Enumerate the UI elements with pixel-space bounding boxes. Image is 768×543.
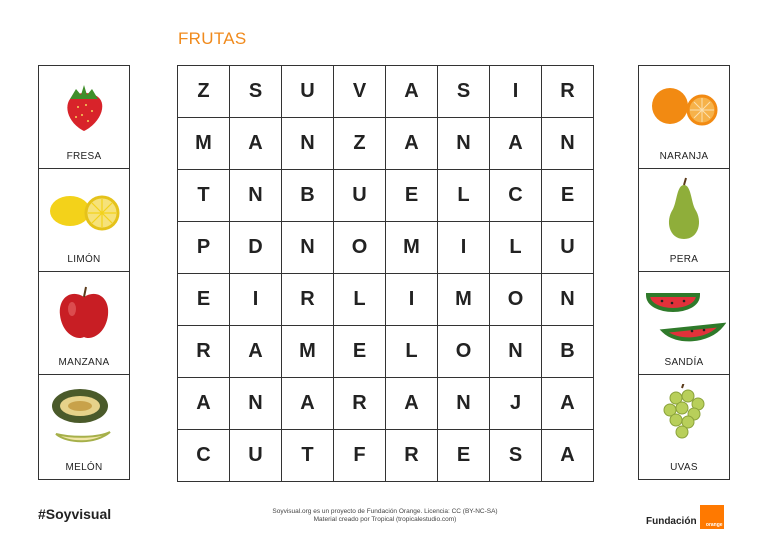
grid-cell[interactable]: R	[178, 326, 230, 378]
left-fruit-column	[38, 65, 130, 480]
orange-icon	[639, 74, 729, 140]
brand-logo	[646, 505, 724, 529]
grid-cell[interactable]: S	[230, 66, 282, 118]
grid-cell[interactable]: Z	[178, 66, 230, 118]
grid-cell[interactable]: E	[178, 274, 230, 326]
grid-cell[interactable]: E	[386, 170, 438, 222]
grid-cell[interactable]: A	[230, 326, 282, 378]
orange-logo-icon	[700, 505, 724, 529]
fruit-label: MANZANA	[58, 357, 110, 368]
grid-cell[interactable]: I	[490, 66, 542, 118]
grid-cell[interactable]: N	[282, 222, 334, 274]
grid-cell[interactable]: L	[334, 274, 386, 326]
grid-cell[interactable]: D	[230, 222, 282, 274]
grid-cell[interactable]: A	[230, 118, 282, 170]
grid-cell[interactable]: L	[386, 326, 438, 378]
grid-cell[interactable]: U	[334, 170, 386, 222]
fruit-card-manzana	[39, 272, 129, 375]
grid-cell[interactable]: A	[178, 378, 230, 430]
fruit-card-pera	[639, 169, 729, 272]
apple-icon	[39, 280, 129, 346]
fruit-label: LIMÓN	[67, 254, 101, 265]
fruit-card-limon	[39, 169, 129, 272]
grid-cell[interactable]: N	[542, 118, 594, 170]
grid-cell[interactable]: R	[334, 378, 386, 430]
grid-cell[interactable]: I	[438, 222, 490, 274]
grid-cell[interactable]: N	[282, 118, 334, 170]
grid-cell[interactable]: N	[438, 378, 490, 430]
page-title: FRUTAS	[178, 29, 247, 48]
grid-cell[interactable]: R	[386, 430, 438, 482]
grid-cell[interactable]: B	[282, 170, 334, 222]
grid-cell[interactable]: C	[178, 430, 230, 482]
right-fruit-column	[638, 65, 730, 480]
grid-cell[interactable]: J	[490, 378, 542, 430]
lemon-icon	[39, 177, 129, 243]
credits	[250, 508, 520, 524]
grid-cell[interactable]: Z	[334, 118, 386, 170]
grid-cell[interactable]: T	[282, 430, 334, 482]
grid-cell[interactable]: A	[490, 118, 542, 170]
grid-cell[interactable]: B	[542, 326, 594, 378]
fruit-label: MELÓN	[65, 462, 103, 473]
grid-cell[interactable]: A	[282, 378, 334, 430]
grid-cell[interactable]: M	[386, 222, 438, 274]
grid-cell[interactable]: O	[490, 274, 542, 326]
grid-cell[interactable]: U	[542, 222, 594, 274]
grid-cell[interactable]: P	[178, 222, 230, 274]
fruit-label: UVAS	[670, 462, 698, 473]
grid-cell[interactable]: R	[282, 274, 334, 326]
strawberry-icon	[39, 74, 129, 140]
grid-cell[interactable]: V	[334, 66, 386, 118]
grid-cell[interactable]: E	[334, 326, 386, 378]
grid-cell[interactable]: T	[178, 170, 230, 222]
fruit-label: FRESA	[66, 151, 102, 162]
grid-cell[interactable]: R	[542, 66, 594, 118]
grid-cell[interactable]: M	[282, 326, 334, 378]
grid-cell[interactable]: A	[386, 66, 438, 118]
fruit-card-sandia	[639, 272, 729, 375]
grid-cell[interactable]: A	[542, 378, 594, 430]
grid-cell[interactable]: I	[386, 274, 438, 326]
pear-icon	[639, 177, 729, 243]
watermelon-icon	[639, 280, 729, 346]
grid-cell[interactable]: F	[334, 430, 386, 482]
grid-cell[interactable]: N	[490, 326, 542, 378]
grid-cell[interactable]: A	[542, 430, 594, 482]
grid-cell[interactable]: M	[438, 274, 490, 326]
fruit-card-fresa	[39, 66, 129, 169]
grid-cell[interactable]: N	[438, 118, 490, 170]
fruit-card-naranja	[639, 66, 729, 169]
hashtag: #Soyvisual	[38, 506, 112, 522]
grid-cell[interactable]: E	[438, 430, 490, 482]
grid-cell[interactable]: U	[282, 66, 334, 118]
fruit-card-uvas	[639, 375, 729, 479]
grid-cell[interactable]: N	[230, 170, 282, 222]
grid-cell[interactable]: N	[230, 378, 282, 430]
grid-cell[interactable]: N	[542, 274, 594, 326]
grid-cell[interactable]: S	[438, 66, 490, 118]
credit-line-2: Material creado por Tropical (tropicalestudio.com)	[313, 516, 457, 523]
fruit-card-melon	[39, 375, 129, 479]
fruit-label: NARANJA	[659, 151, 709, 162]
grid-cell[interactable]: L	[438, 170, 490, 222]
melon-icon	[39, 383, 129, 449]
grid-cell[interactable]: A	[386, 118, 438, 170]
fruit-label: SANDÍA	[664, 357, 704, 368]
grid-cell[interactable]: M	[178, 118, 230, 170]
credit-line-1: Soyvisual.org es un proyecto de Fundación Orange. Licencia: CC (BY-NC-SA)	[272, 508, 498, 515]
grapes-icon	[639, 383, 729, 449]
grid-cell[interactable]: O	[334, 222, 386, 274]
grid-cell[interactable]: O	[438, 326, 490, 378]
grid-cell[interactable]: A	[386, 378, 438, 430]
grid-cell[interactable]: U	[230, 430, 282, 482]
grid-cell[interactable]: S	[490, 430, 542, 482]
grid-cell[interactable]: C	[490, 170, 542, 222]
grid-cell[interactable]: I	[230, 274, 282, 326]
grid-cell[interactable]: E	[542, 170, 594, 222]
brand-name: Fundación	[646, 516, 697, 527]
logo-text: orange	[705, 522, 723, 528]
fruit-label: PERA	[669, 254, 699, 265]
grid-cell[interactable]: L	[490, 222, 542, 274]
word-search-grid	[177, 65, 594, 482]
